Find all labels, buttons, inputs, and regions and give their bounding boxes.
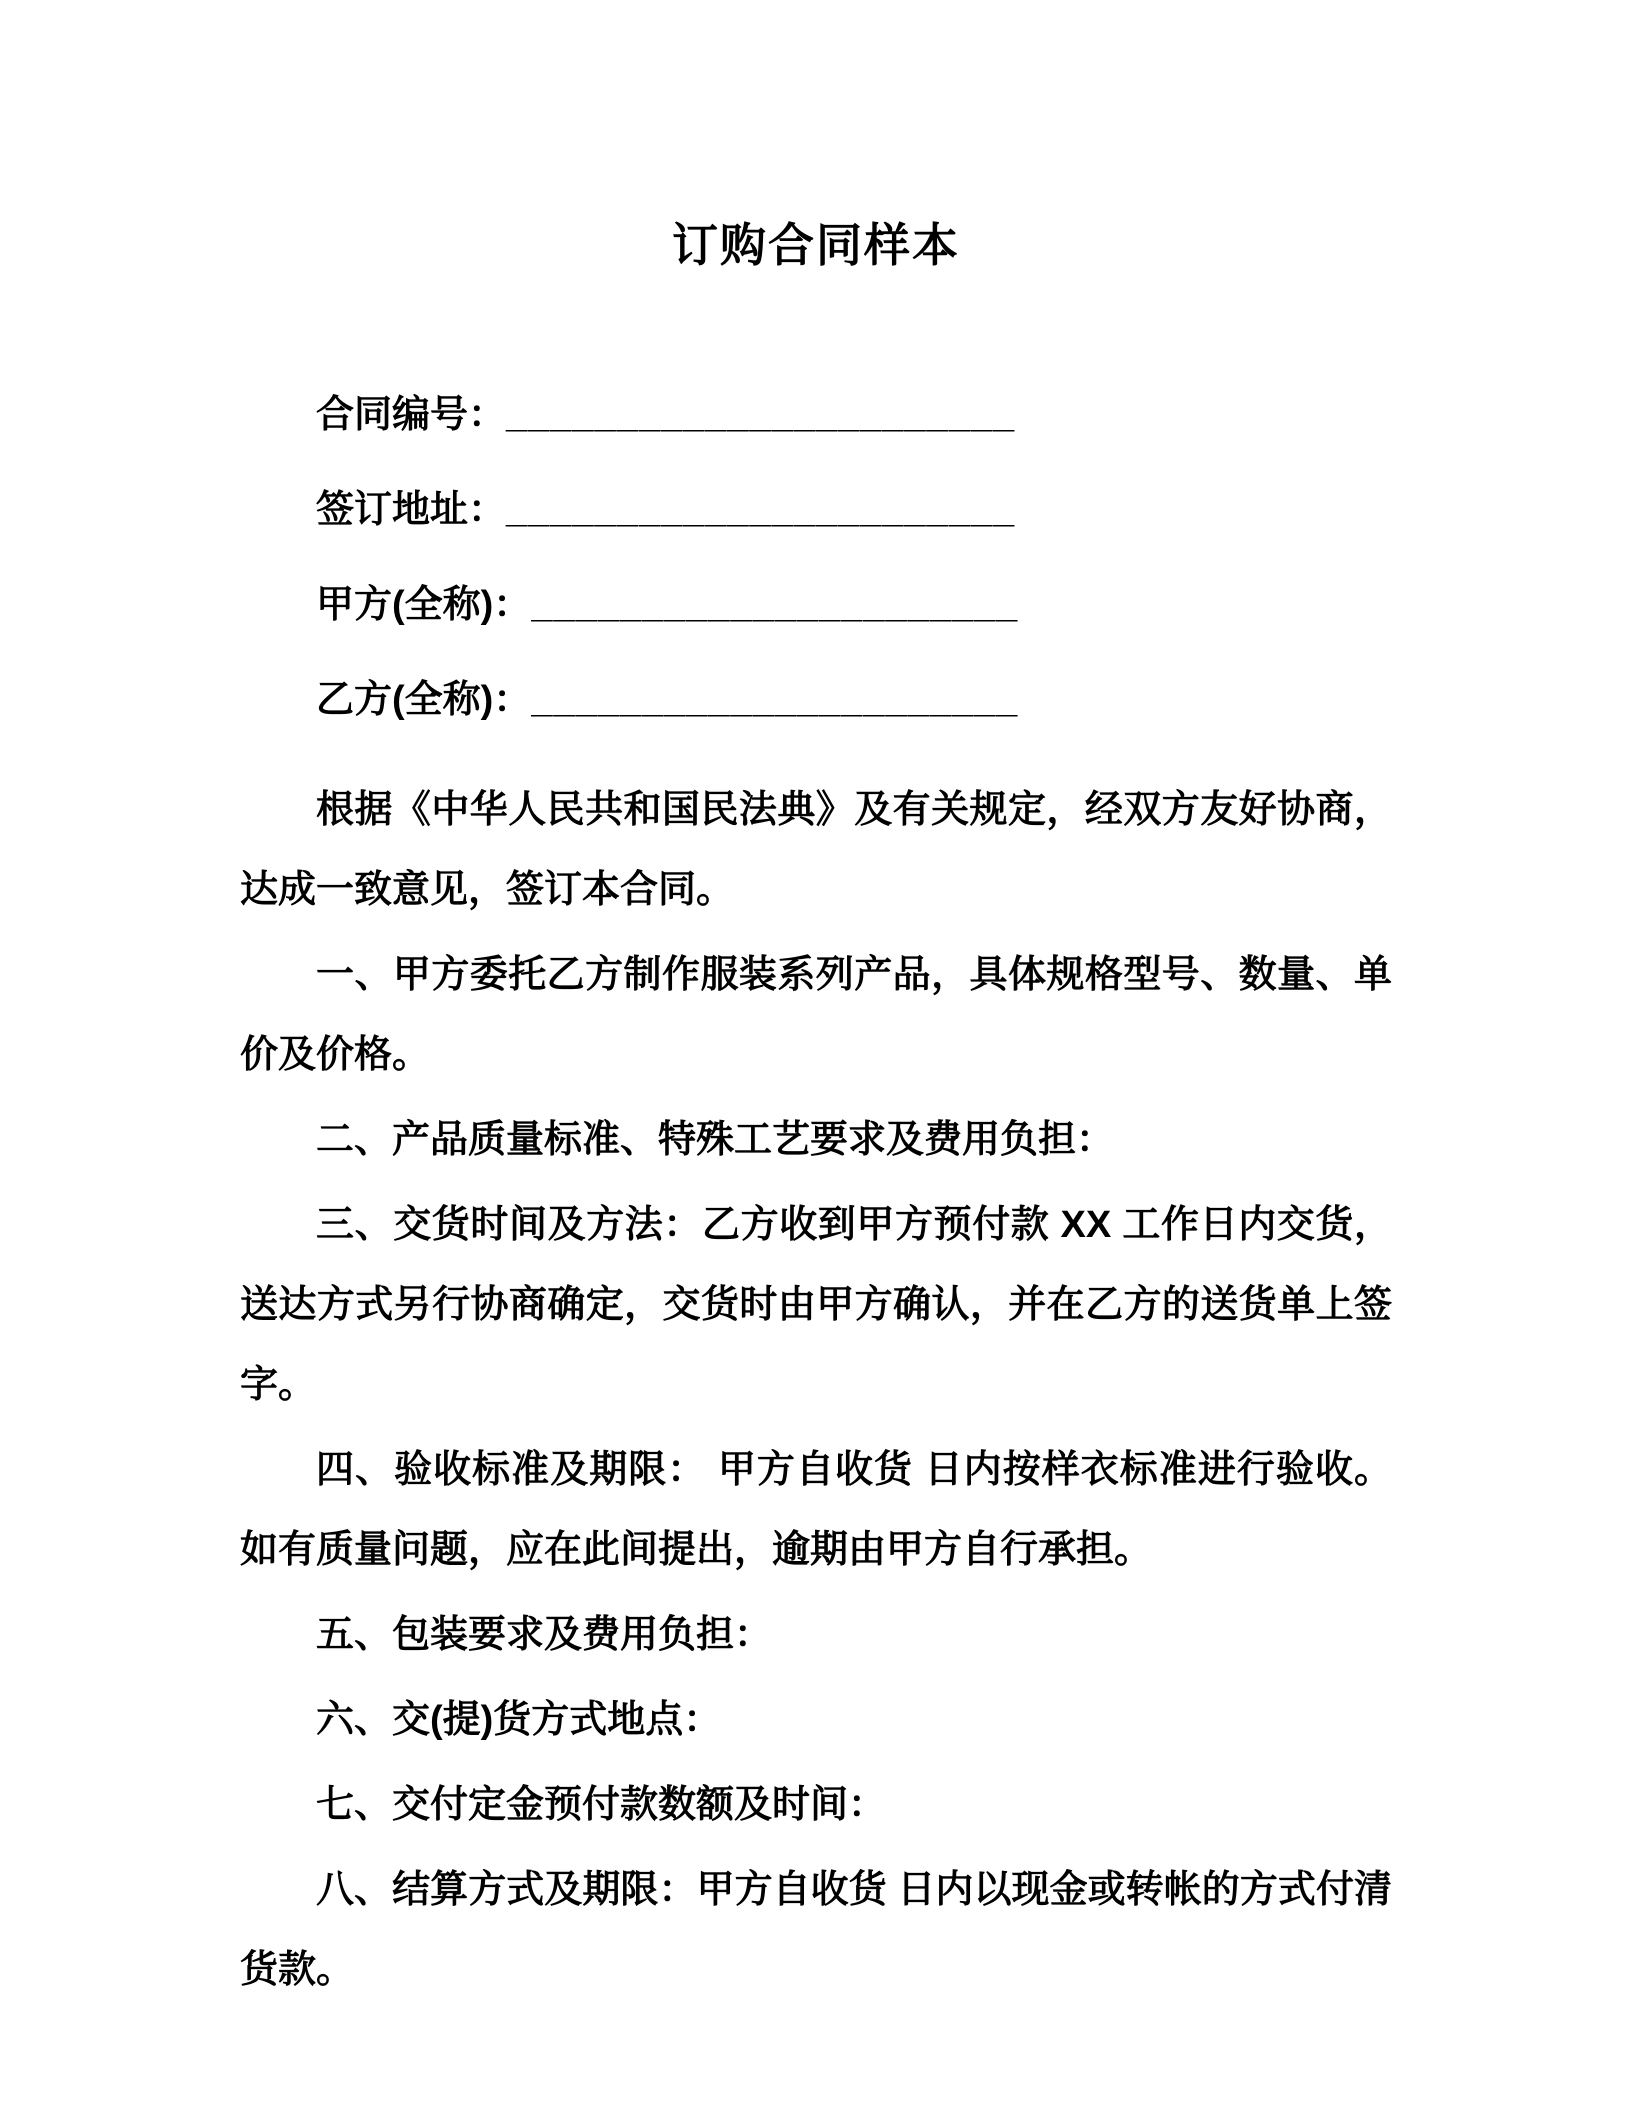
contract-clause-6: 六、交(提)货方式地点： [316, 1699, 722, 1741]
field-contract-number-label: 合同编号： [316, 394, 507, 436]
field-signing-address [240, 485, 1392, 535]
contract-clause-8: 八、结算方式及期限：甲方自收货 日内以现金或转帐的方式付清货款。 [240, 1869, 1392, 1991]
field-party-a [240, 580, 1392, 630]
field-signing-address-label: 签订地址： [316, 489, 507, 531]
field-party-a-blank-line: ______________________ [531, 584, 1019, 626]
contract-clause-7: 七、交付定金预付款数额及时间： [316, 1784, 887, 1826]
field-signing-address-blank-line: _______________________ [506, 489, 1016, 531]
contract-preamble: 根据《中华人民共和国民法典》及有关规定，经双方友好协商，达成一致意见，签订本合同。 [240, 789, 1392, 911]
contract-clause-2: 二、产品质量标准、特殊工艺要求及费用负担： [316, 1119, 1115, 1161]
contract-body [240, 770, 1392, 2010]
contract-clause-3: 三、交货时间及方法：乙方收到甲方预付款 XX 工作日内交货，送达方式另行协商确定，交货时由甲方确认，并在乙方的送货单上签字。 [240, 1204, 1392, 1406]
field-contract-number-blank-line: _______________________ [506, 394, 1016, 436]
field-party-b-label: 乙方(全称)： [316, 679, 532, 721]
contract-header-fields [240, 390, 1392, 725]
contract-clause-1: 一、甲方委托乙方制作服装系列产品，具体规格型号、数量、单价及价格。 [240, 954, 1392, 1076]
field-party-b [240, 675, 1392, 725]
field-party-b-blank-line: ______________________ [531, 679, 1019, 721]
document-title: 订购合同样本 [672, 219, 960, 271]
field-contract-number [240, 390, 1392, 440]
field-party-a-label: 甲方(全称)： [316, 584, 532, 626]
contract-clause-4: 四、验收标准及期限： 甲方自收货 日内按样衣标准进行验收。如有质量问题，应在此间提出，逾期由甲方自行承担。 [240, 1449, 1392, 1571]
contract-clause-5: 五、包装要求及费用负担： [316, 1614, 773, 1656]
